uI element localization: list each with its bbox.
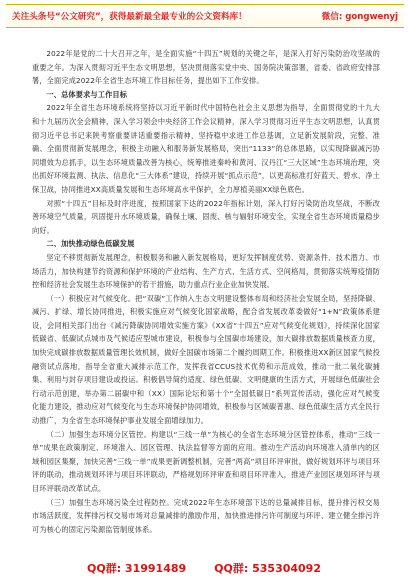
document-body	[32, 47, 380, 536]
section-heading: 二、加快推动绿色低碳发展	[46, 239, 135, 249]
body-paragraph: 2022年是党的二十大召开之年，是全面实施“十四五”规划的关键之年，是深入打好污染防治攻坚战的重要之年。为深入贯彻习近平生态文明思想，坚决贯彻落实党中央、国务院决策部署，省委、省政府安排部署，全面完成2022年全省生态环境工作目标任务，提出如下工作安排。	[32, 49, 380, 86]
banner-promo-text: 关注头条号“公文研究”，获得最新最全最专业的公文资料库！	[12, 12, 247, 22]
body-paragraph: 对照“十四五”目标及时序进度，按照国家下达的2022年指标计划，深入打好污染防治攻坚战，不断改善环境空气质量，巩固提升水环境质量，确保土壤、固废、核与辐射环境安全，实现全省生态环境质量稳步向好。	[32, 198, 380, 235]
top-banner	[6, 4, 404, 28]
body-paragraph: 坚定不移贯彻新发展理念，积极服务和融入新发展格局，更好发挥制度优势、资源条件、技术潜力、市场活力，加快构建节约资源和保护环境的产业结构、生产方式、生活方式、空间格局，贯彻落实统筹疫情防控和经济社会发展生态环境保护的若干措施，助力重点行业企业加快发展。	[32, 252, 380, 290]
footer-qq-group-1: QQ群: 31991489	[87, 562, 187, 575]
footer	[0, 560, 408, 576]
body-paragraph: （三）加强生态环境污染全过程防控。完成2022年生态环境部下达的总量减排目标，提升排污权交易市场活跃度，发挥排污权交易市场对总量减排的激励作用，加快推进排污许可制度与环评、建立健全排污许可为核心的固定污染源监管制度体系。	[32, 497, 380, 534]
body-paragraph: （二）加强生态环境分区管控。构建以“三线一单”为核心的全省生态环境分区管控体系，推动“三线一单”成果在政策制定、环境准入、园区管理、执法监督等方面的应用。推动生产活动向环境准入清单内的区域和园区集聚，加快完善“三线一单”成果更新调整机制，完善“两高”项目环评审批，做好规划环评与项目环评的联动，推动规划环评与项目环评联动，严格规划环评审查和项目环评准入，推进产业园区规划环评与项目环评联动改革试点。	[32, 429, 380, 493]
banner-wechat-text: 微信: gongwenyj	[321, 12, 398, 22]
body-paragraph: 2022年全省生态环境系统将坚持以习近平新时代中国特色社会主义思想为指导，全面贯彻党的十九大和十九届历次全会精神，深入学习领会中央经济工作会议精神，深入学习贯彻习近平生态文明思想，认真贯彻习近平总书记来陕考察重要讲话重要指示精神，坚持稳中求进工作总基调，立足新发展阶段，完整、准确、全面贯彻新发展理念，积极主动融入和服务新发展格局，突出“1133”的总体思路，以实现降碳减污协同增效为总抓手，以生态环境质量改善为核心，统筹推进秦岭和黄河、汉丹江“三大区域”生态环境治理，突出抓好环境监测、执法、信息化“三大体系”建设，持续开展“抓点示范”，以更高标准打好蓝天、碧水、净土保卫战，协同推进XX高质量发展和生态环境高水平保护，全力厚植美丽XX绿色底色。	[32, 103, 380, 194]
footer-qq-group-2: QQ群: 535304092	[214, 562, 321, 575]
body-paragraph: （一）积极应对气候变化。把“双碳”工作纳入生态文明建设整体布局和经济社会发展全局，坚持降碳、减污、扩绿、增长协同推进，积极实施应对气候变化国家战略，配合省发展改革委做好“1+N”政策体系建设，会同相关部门出台《减污降碳协同增效实施方案》《XX省“十四五”应对气候变化规划》，持续深化国家低碳省、低碳试点城市及气候适应型城市建设，积极参与全国碳市场建设，加大碳排放数据质量核查力度，加快完成碳排放数据质量管理长效机制，做好全国碳市场第二个履约周期工作。积极推进XX新区国家气候投融资试点落地，指导全省重大减排示范工作，发挥我省CCUS技术优势和示范成效，推动一批二氧化碳捕集、利用与封存项目建设或投运。积极倡导简约适度、绿色低碳、文明健康的生活方式，开展绿色低碳社会行动示范创建，举办第二届碳中和（XX）国际论坛和第十个“全国低碳日”系列宣传活动，强化应对气候变化能力建设，推动应对气候变化与生态环境保护协同增效，积极参与区域碳普惠、绿色低碳生活方式全民行动推广，为全省生态环境保护事业发展全面增绿加力。	[32, 293, 380, 426]
section-heading: 一、总体要求与工作目标	[46, 89, 128, 99]
